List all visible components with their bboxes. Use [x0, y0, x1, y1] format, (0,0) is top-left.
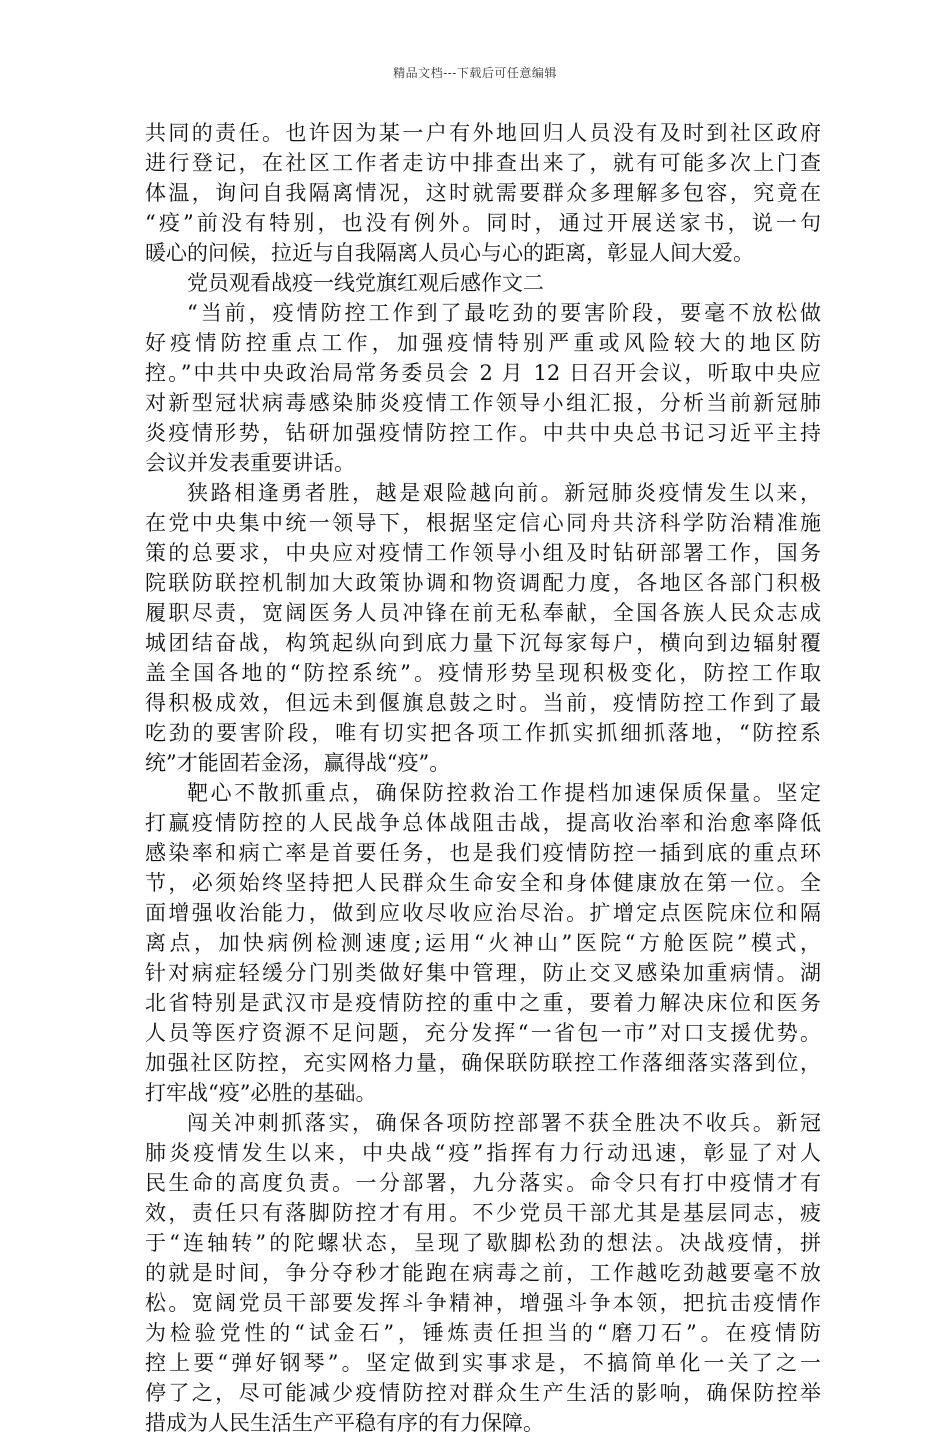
paragraph — [145, 478, 821, 778]
text-line: 党员观看战疫一线党旗红观后感作文二 — [187, 271, 544, 295]
text-line: 狭路相逢勇者胜，越是艰险越向前。新冠肺炎疫情发生以来， — [187, 481, 821, 505]
text-line: 针对病症轻缓分门别类做好集中管理，防止交叉感染加重病情。湖 — [145, 961, 821, 985]
text-line: 会议并发表重要讲话。 — [145, 451, 355, 475]
text-line: 靶心不散抓重点，确保防控救治工作提档加速保质保量。坚定 — [187, 781, 821, 805]
paragraph — [145, 1108, 821, 1438]
text-line: 松。宽阔党员干部要发挥斗争精神，增强斗争本领，把抗击疫情作 — [145, 1291, 821, 1315]
text-line: 措成为人民生活生产平稳有序的有力保障。 — [145, 1411, 544, 1435]
text-line: 体温，询问自我隔离情况，这时就需要群众多理解多包容，究竟在 — [145, 181, 821, 205]
text-line: 闯关冲刺抓落实，确保各项防控部署不获全胜决不收兵。新冠 — [187, 1111, 821, 1135]
text-line: 打牢战“疫”必胜的基础。 — [145, 1081, 377, 1105]
text-line: 炎疫情形势，钻研加强疫情防控工作。中共中央总书记习近平主持 — [145, 421, 821, 445]
text-line: 控。”中共中央政治局常务委员会 2 月 12 日召开会议，听取中央应 — [145, 361, 821, 385]
text-line: 好疫情防控重点工作，加强疫情特别严重或风险较大的地区防 — [145, 331, 821, 355]
text-line: 节，必须始终坚持把人民群众生命安全和身体健康放在第一位。全 — [145, 871, 821, 895]
text-line: “疫”前没有特别，也没有例外。同时，通过开展送家书，说一句 — [145, 211, 821, 235]
paragraph — [145, 778, 821, 1108]
text-line: 于“连轴转”的陀螺状态，呈现了歇脚松劲的想法。决战疫情，拼 — [145, 1231, 821, 1255]
text-line: 民生命的高度负责。一分部署，九分落实。命令只有打中疫情才有 — [145, 1171, 821, 1195]
text-line: 面增强收治能力，做到应收尽收应治尽治。扩增定点医院床位和隔 — [145, 901, 821, 925]
text-line: 得积极成效，但远未到偃旗息鼓之时。当前，疫情防控工作到了最 — [145, 691, 821, 715]
text-line: 履职尽责，宽阔医务人员冲锋在前无私奉献，全国各族人民众志成 — [145, 601, 821, 625]
text-line: 控上要“弹好钢琴”。坚定做到实事求是，不搞简单化一关了之一 — [145, 1351, 821, 1375]
text-line: 离点，加快病例检测速度;运用“火神山”医院“方舱医院”模式， — [145, 931, 821, 955]
text-line: 统”才能固若金汤，赢得战“疫”。 — [145, 751, 451, 775]
text-line: 盖全国各地的“防控系统”。疫情形势呈现积极变化，防控工作取 — [145, 661, 821, 685]
text-line: 加强社区防控，充实网格力量，确保联防联控工作落细落实落到位， — [145, 1051, 821, 1075]
document-body — [145, 118, 821, 1438]
paragraph — [145, 118, 821, 268]
text-line: 院联防联控机制加大政策协调和物资调配力度，各地区各部门积极 — [145, 571, 821, 595]
text-line: 人员等医疗资源不足问题，充分发挥“一省包一市”对口支援优势。 — [145, 1021, 821, 1045]
text-line: 对新型冠状病毒感染肺炎疫情工作领导小组汇报，分析当前新冠肺 — [145, 391, 821, 415]
text-line: “当前，疫情防控工作到了最吃劲的要害阶段，要毫不放松做 — [187, 301, 821, 325]
text-line: 为检验党性的“试金石”，锤炼责任担当的“磨刀石”。在疫情防 — [145, 1321, 821, 1345]
text-line: 共同的责任。也许因为某一户有外地回归人员没有及时到社区政府 — [145, 121, 821, 145]
text-line: 效，责任只有落脚防控才有用。不少党员干部尤其是基层同志，疲 — [145, 1201, 821, 1225]
paragraph — [145, 268, 821, 298]
text-line: 策的总要求，中央应对疫情工作领导小组及时钻研部署工作，国务 — [145, 541, 821, 565]
text-line: 的就是时间，争分夺秒才能跑在病毒之前，工作越吃劲越要毫不放 — [145, 1261, 821, 1285]
text-line: 城团结奋战，构筑起纵向到底力量下沉每家每户，横向到边辐射覆 — [145, 631, 821, 655]
text-line: 北省特别是武汉市是疫情防控的重中之重，要着力解决床位和医务 — [145, 991, 821, 1015]
text-line: 在党中央集中统一领导下，根据坚定信心同舟共济科学防治精准施 — [145, 511, 821, 535]
page-header: 精品文档---下载后可任意编辑 — [393, 66, 557, 80]
text-line: 吃劲的要害阶段，唯有切实把各项工作抓实抓细抓落地，“防控系 — [145, 721, 821, 745]
text-line: 肺炎疫情发生以来，中央战“疫”指挥有力行动迅速，彰显了对人 — [145, 1141, 821, 1165]
text-line: 打赢疫情防控的人民战争总体战阻击战，提高收治率和治愈率降低 — [145, 811, 821, 835]
text-line: 进行登记，在社区工作者走访中排查出来了，就有可能多次上门查 — [145, 151, 821, 175]
paragraph — [145, 298, 821, 478]
text-line: 停了之，尽可能减少疫情防控对群众生产生活的影响，确保防控举 — [145, 1381, 821, 1405]
text-line: 暖心的问候，拉近与自我隔离人员心与心的距离，彰显人间大爱。 — [145, 241, 754, 265]
text-line: 感染率和病亡率是首要任务，也是我们疫情防控一插到底的重点环 — [145, 841, 821, 865]
